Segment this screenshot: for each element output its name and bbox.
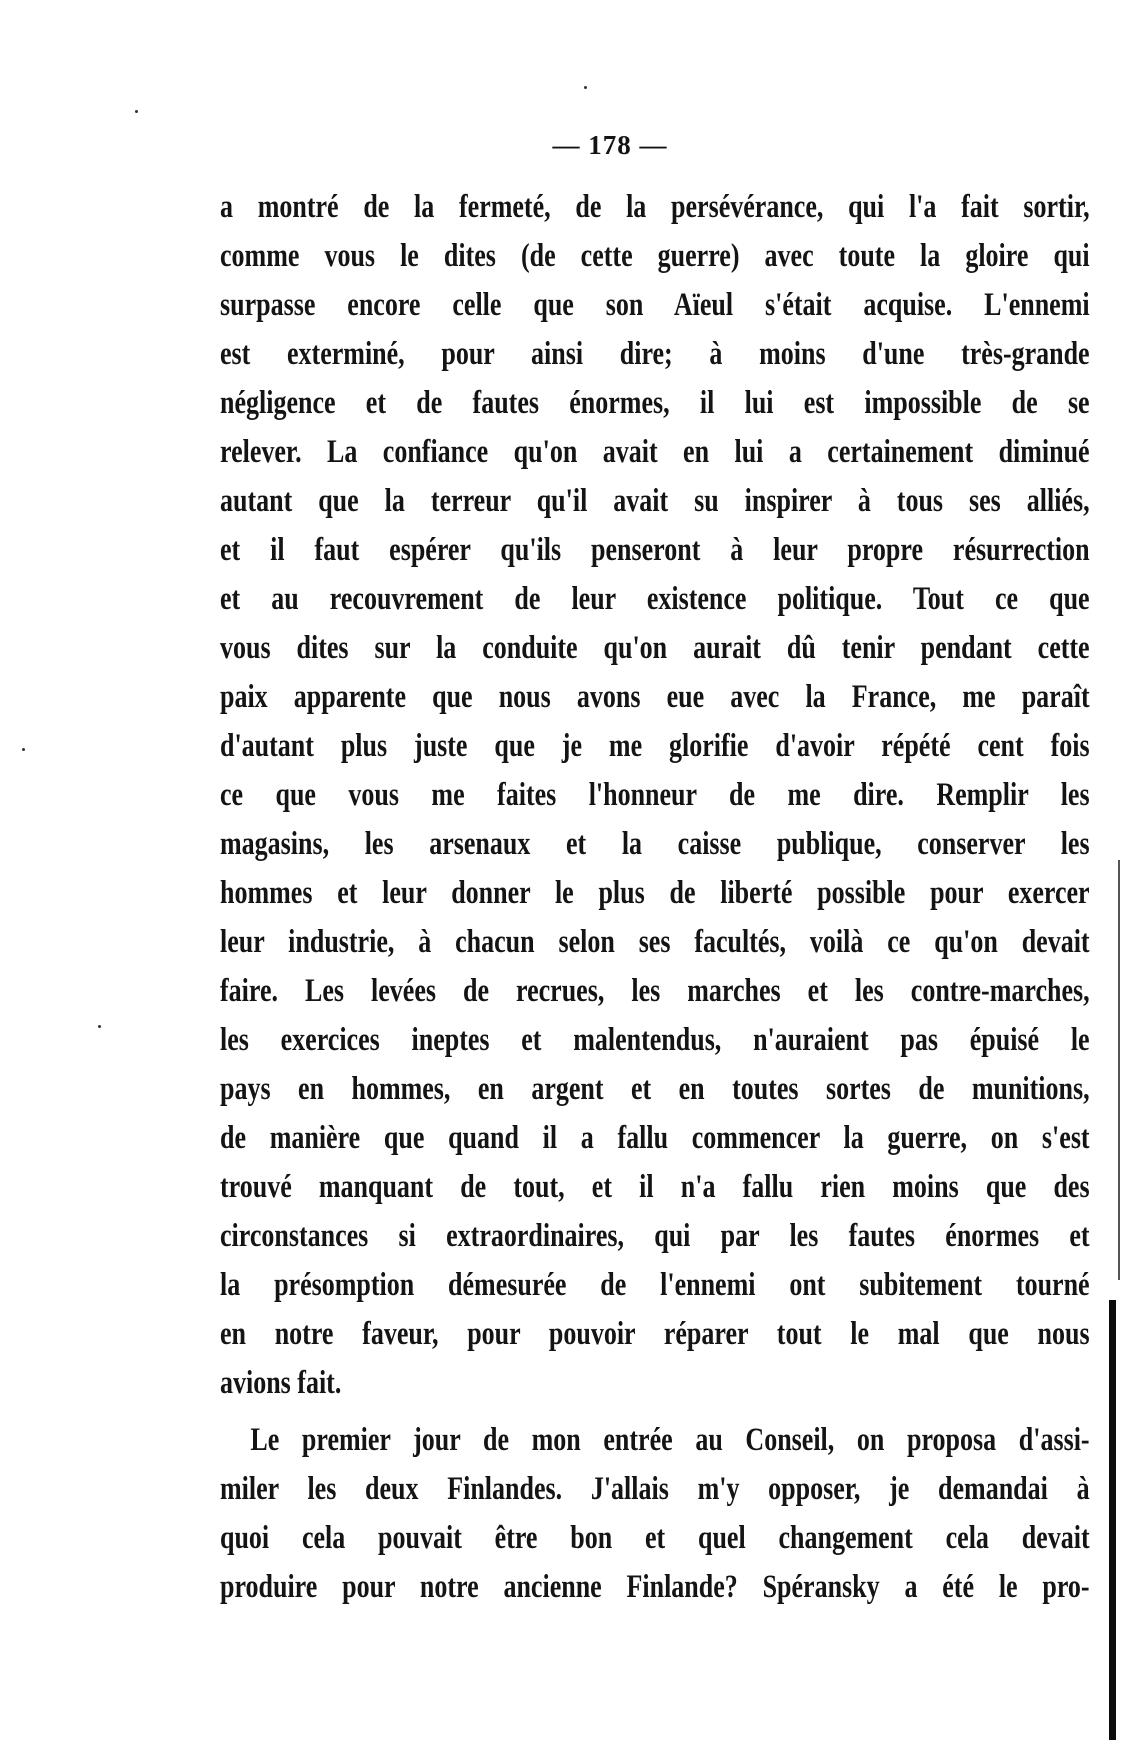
text-line: pays en hommes, en argent et en toutes sortes de munitions, [220, 1071, 1090, 1107]
scan-speck [584, 86, 587, 89]
text-line: comme vous le dites (de cette guerre) avec toute la gloire qui [220, 238, 1090, 274]
text-line: faire. Les levées de recrues, les marches et les contre-marches, [220, 973, 1090, 1009]
scan-edge-shadow [1109, 1300, 1116, 1740]
scan-speck [135, 110, 138, 113]
text-line: autant que la terreur qu'il avait su inspirer à tous ses alliés, [220, 483, 1090, 519]
text-line: et au recouvrement de leur existence politique. Tout ce que [220, 581, 1090, 617]
text-line: négligence et de fautes énormes, il lui est impossible de se [220, 385, 1090, 421]
text-line: produire pour notre ancienne Finlande? Spéransky a été le pro- [220, 1569, 1090, 1605]
text-line: trouvé manquant de tout, et il n'a fallu rien moins que des [220, 1169, 1090, 1205]
text-line: surpasse encore celle que son Aïeul s'était acquise. L'ennemi [220, 287, 1090, 323]
text-line: leur industrie, à chacun selon ses facultés, voilà ce qu'on devait [220, 924, 1090, 960]
text-line: paix apparente que nous avons eue avec la France, me paraît [220, 679, 1090, 715]
text-line: en notre faveur, pour pouvoir réparer tout le mal que nous [220, 1316, 1090, 1352]
text-line: vous dites sur la conduite qu'on aurait dû tenir pendant cette [220, 630, 1090, 666]
text-line: et il faut espérer qu'ils penseront à leur propre résurrection [220, 532, 1090, 568]
text-line: a montré de la fermeté, de la persévérance, qui l'a fait sortir, [220, 189, 1090, 225]
text-line: circonstances si extraordinaires, qui par les fautes énormes et [220, 1218, 1090, 1254]
text-line: Le premier jour de mon entrée au Conseil, on proposa d'assi- [250, 1422, 1090, 1458]
text-line: avions fait. [220, 1365, 342, 1401]
text-line: les exercices ineptes et malentendus, n'auraient pas épuisé le [220, 1022, 1090, 1058]
scan-edge-line [1118, 860, 1120, 1280]
text-line: de manière que quand il a fallu commencer la guerre, on s'est [220, 1120, 1090, 1156]
scan-speck [98, 1025, 101, 1028]
scan-speck [22, 748, 25, 751]
text-line: d'autant plus juste que je me glorifie d'avoir répété cent fois [220, 728, 1090, 764]
paragraph-gap [220, 1408, 1090, 1416]
body-text [220, 183, 1090, 1612]
page-number: — 178 — [552, 130, 668, 160]
text-line: miler les deux Finlandes. J'allais m'y opposer, je demandai à [220, 1471, 1090, 1507]
text-line: la présomption démesurée de l'ennemi ont subitement tourné [220, 1267, 1090, 1303]
text-line: est exterminé, pour ainsi dire; à moins d'une très-grande [220, 336, 1090, 372]
text-line: hommes et leur donner le plus de liberté possible pour exercer [220, 875, 1090, 911]
text-line: magasins, les arsenaux et la caisse publique, conserver les [220, 826, 1090, 862]
text-line: relever. La confiance qu'on avait en lui a certainement diminué [220, 434, 1090, 470]
text-line: ce que vous me faites l'honneur de me dire. Remplir les [220, 777, 1090, 813]
text-line: quoi cela pouvait être bon et quel changement cela devait [220, 1520, 1090, 1556]
